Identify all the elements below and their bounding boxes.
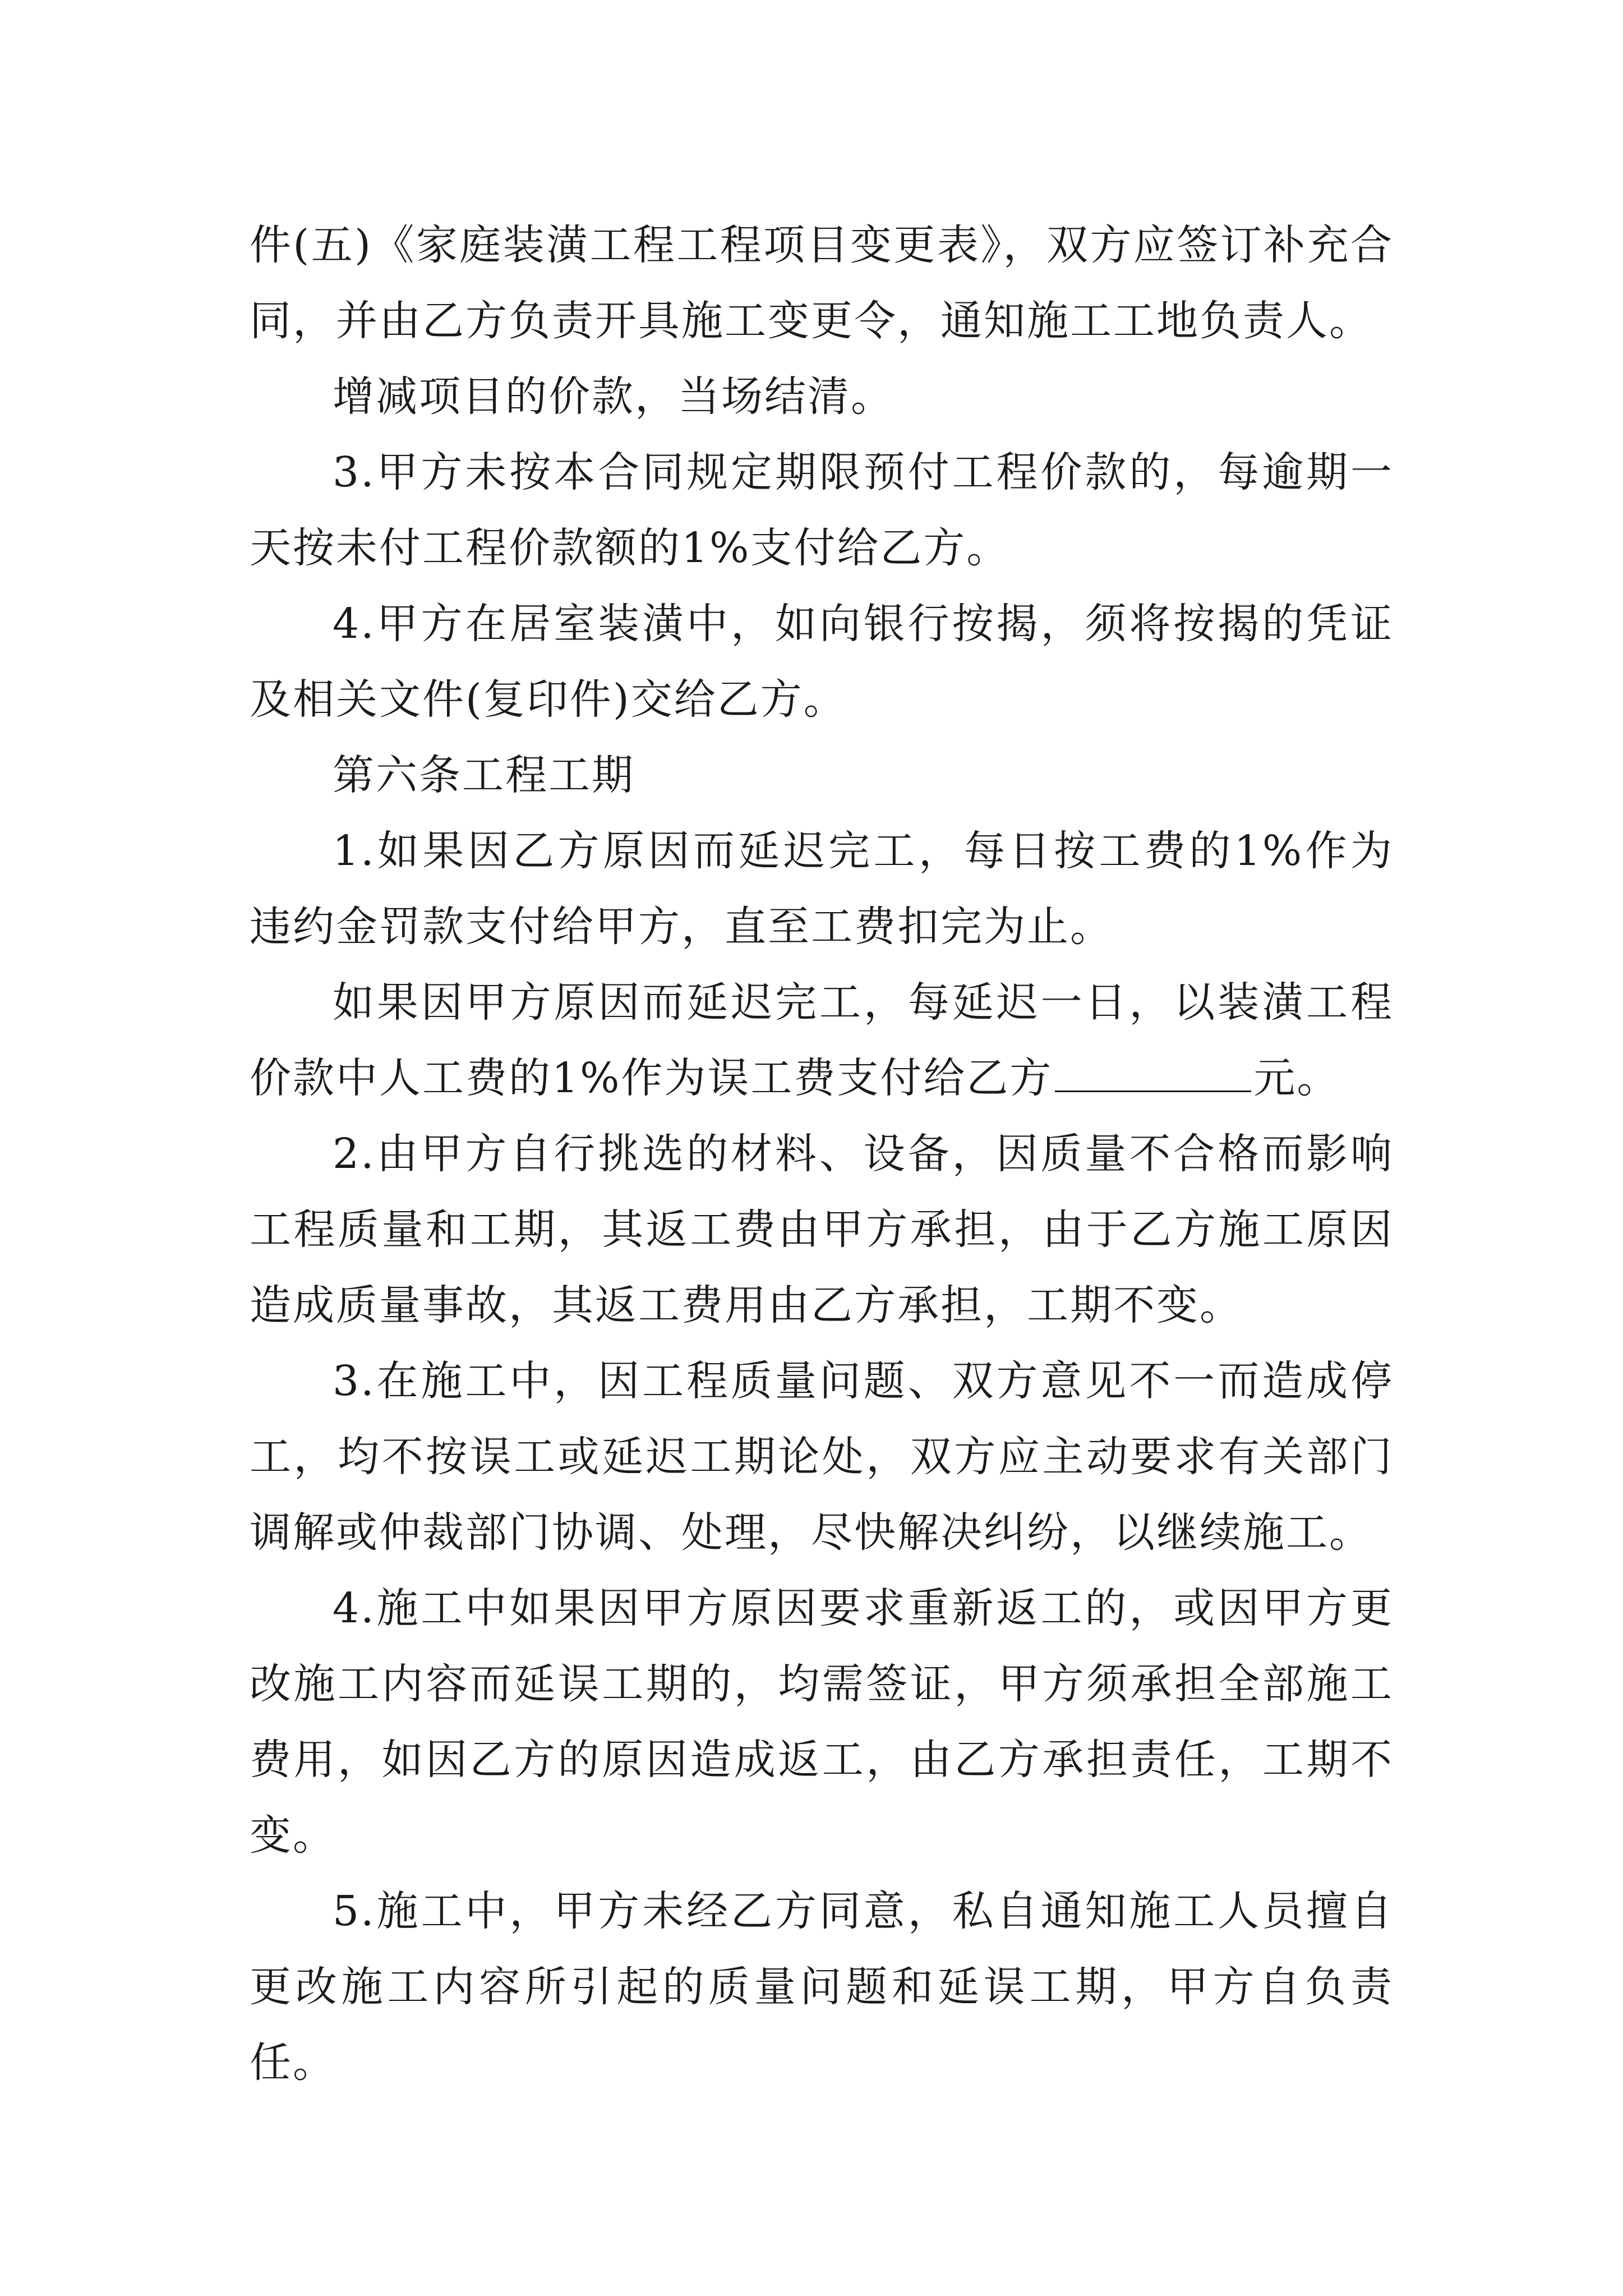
paragraph-work-stoppage: 3.在施工中，因工程质量问题、双方意见不一而造成停工，均不按误工或延迟工期论处，双方应主动要求有关部门调解或仲裁部门协调、处理，尽快解决纠纷，以继续施工。 xyxy=(250,1357,1394,1557)
paragraph-contractor-delay: 1.如果因乙方原因而延迟完工，每日按工费的1%作为违约金罚款支付给甲方，直至工费扣完为止。 xyxy=(250,827,1394,951)
owner-delay-text: 如果因甲方原因而延迟完工，每延迟一日，以装潢工程价款中人工费的1%作为误工费支付给乙方 xyxy=(250,978,1394,1102)
paragraph-materials-quality: 2.由甲方自行挑选的材料、设备，因质量不合格而影响工程质量和工期，其返工费由甲方承担，由于乙方施工原因造成质量事故，其返工费用由乙方承担，工期不变。 xyxy=(250,1130,1394,1329)
paragraph-mortgage: 4.甲方在居室装潢中，如向银行按揭，须将按揭的凭证及相关文件(复印件)交给乙方。 xyxy=(250,600,1394,724)
paragraph-late-payment: 3.甲方未按本合同规定期限预付工程价款的，每逾期一天按未付工程价款额的1%支付给乙方。 xyxy=(250,448,1394,572)
paragraph-continued-change-form: 件(五)《家庭装潢工程工程项目变更表》，双方应签订补充合同，并由乙方负责开具施工变更令，通知施工工地负责人。 xyxy=(250,221,1394,345)
paragraph-owner-delay xyxy=(250,965,1394,1116)
section-heading-article-six: 第六条工程工期 xyxy=(333,751,635,799)
paragraph-rework: 4.施工中如果因甲方原因要求重新返工的，或因甲方更改施工内容而延误工期的，均需签证，甲方须承担全部施工费用，如因乙方的原因造成返工，由乙方承担责任，工期不变。 xyxy=(250,1584,1394,1860)
paragraph-settlement: 增减项目的价款，当场结清。 xyxy=(333,372,894,421)
paragraph-unauthorized-change: 5.施工中，甲方未经乙方同意，私自通知施工人员擅自更改施工内容所引起的质量问题和延误工期，甲方自负责任。 xyxy=(250,1887,1394,2087)
owner-delay-unit: 元。 xyxy=(1253,1054,1340,1102)
document-body xyxy=(250,208,1394,2101)
amount-blank xyxy=(1055,1052,1251,1092)
